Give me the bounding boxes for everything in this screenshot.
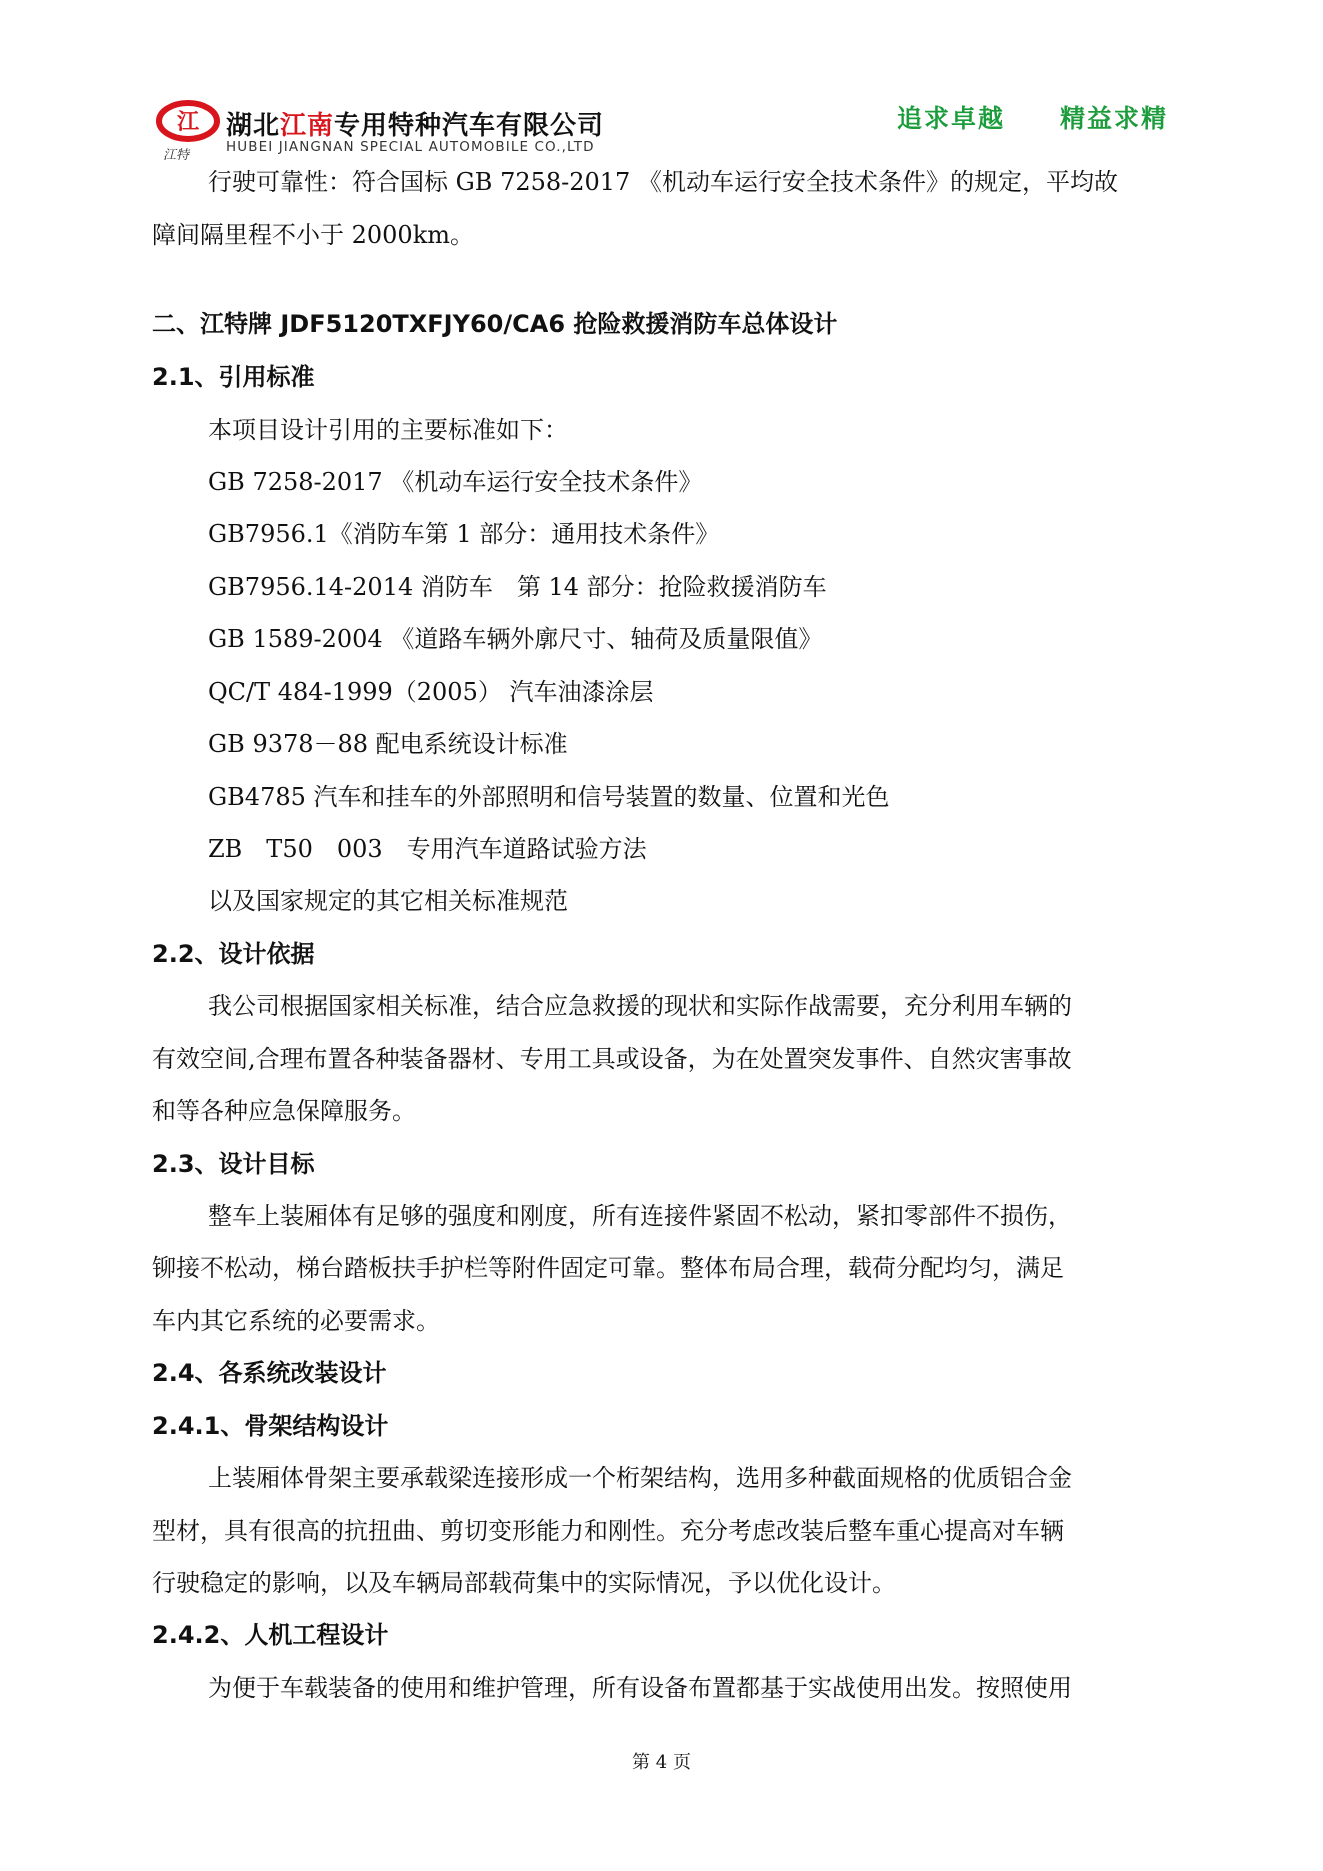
svg-text:江: 江 bbox=[176, 110, 200, 135]
logo-subtitle: 江特 bbox=[163, 148, 190, 163]
subsection-heading: 2.4.1、骨架结构设计 bbox=[152, 1412, 389, 1440]
paragraph-line: 障间隔里程不小于 2000km。 bbox=[152, 221, 475, 249]
standard-item: ZB T50 003 专用汽车道路试验方法 bbox=[208, 835, 647, 863]
paragraph-line: 我公司根据国家相关标准，结合应急救援的现状和实际作战需要，充分利用车辆的 bbox=[208, 992, 1072, 1020]
paragraph-line: 以及国家规定的其它相关标准规范 bbox=[208, 887, 568, 915]
standard-item: GB4785 汽车和挂车的外部照明和信号装置的数量、位置和光色 bbox=[208, 783, 890, 811]
standard-item: QC/T 484-1999（2005） 汽车油漆涂层 bbox=[208, 678, 654, 706]
subsection-heading: 2.3、设计目标 bbox=[152, 1150, 315, 1178]
paragraph-line: 上装厢体骨架主要承载梁连接形成一个桁架结构，选用多种截面规格的优质铝合金 bbox=[208, 1464, 1072, 1492]
standard-item: GB7956.1《消防车第 1 部分：通用技术条件》 bbox=[208, 520, 720, 548]
standard-item: GB 9378－88 配电系统设计标准 bbox=[208, 730, 568, 758]
paragraph-line: 为便于车载装备的使用和维护管理，所有设备布置都基于实战使用出发。按照使用 bbox=[208, 1674, 1072, 1702]
paragraph-line: 行驶可靠性：符合国标 GB 7258-2017 《机动车运行安全技术条件》的规定，平均故 bbox=[208, 168, 1118, 196]
company-name-en: HUBEI JIANGNAN SPECIAL AUTOMOBILE CO.,LTD bbox=[226, 139, 595, 155]
company-name-cn: 湖北江南专用特种汽车有限公司 bbox=[226, 111, 605, 141]
page-number: 第 4 页 bbox=[632, 1752, 691, 1773]
subsection-heading: 2.2、设计依据 bbox=[152, 940, 315, 968]
subsection-heading: 2.4、各系统改装设计 bbox=[152, 1359, 387, 1387]
subsection-heading: 2.4.2、人机工程设计 bbox=[152, 1621, 389, 1649]
subsection-heading: 2.1、引用标准 bbox=[152, 363, 315, 391]
standard-item: GB7956.14-2014 消防车 第 14 部分：抢险救援消防车 bbox=[208, 573, 827, 601]
slogan-2: 精益求精 bbox=[1060, 104, 1169, 133]
paragraph-line: 整车上装厢体有足够的强度和刚度，所有连接件紧固不松动，紧扣零部件不损伤， bbox=[208, 1202, 1072, 1230]
section-heading: 二、江特牌 JDF5120TXFJY60/CA6 抢险救援消防车总体设计 bbox=[152, 310, 838, 338]
standard-item: GB 7258-2017 《机动车运行安全技术条件》 bbox=[208, 468, 703, 496]
paragraph-line: 型材，具有很高的抗扭曲、剪切变形能力和刚性。充分考虑改装后整车重心提高对车辆 bbox=[152, 1517, 1064, 1545]
slogan-1: 追求卓越 bbox=[897, 104, 1006, 133]
paragraph-line: 行驶稳定的影响，以及车辆局部载荷集中的实际情况，予以优化设计。 bbox=[152, 1569, 896, 1597]
standard-item: GB 1589-2004 《道路车辆外廓尺寸、轴荷及质量限值》 bbox=[208, 625, 823, 653]
paragraph-line: 铆接不松动，梯台踏板扶手护栏等附件固定可靠。整体布局合理，载荷分配均匀，满足 bbox=[152, 1254, 1064, 1282]
paragraph-line: 和等各种应急保障服务。 bbox=[152, 1097, 416, 1125]
page-header bbox=[0, 0, 1323, 170]
paragraph-line: 有效空间,合理布置各种装备器材、专用工具或设备，为在处置突发事件、自然灾害事故 bbox=[152, 1045, 1072, 1073]
paragraph-line: 本项目设计引用的主要标准如下： bbox=[208, 416, 568, 444]
company-logo-icon bbox=[155, 98, 221, 144]
paragraph-line: 车内其它系统的必要需求。 bbox=[152, 1307, 440, 1335]
